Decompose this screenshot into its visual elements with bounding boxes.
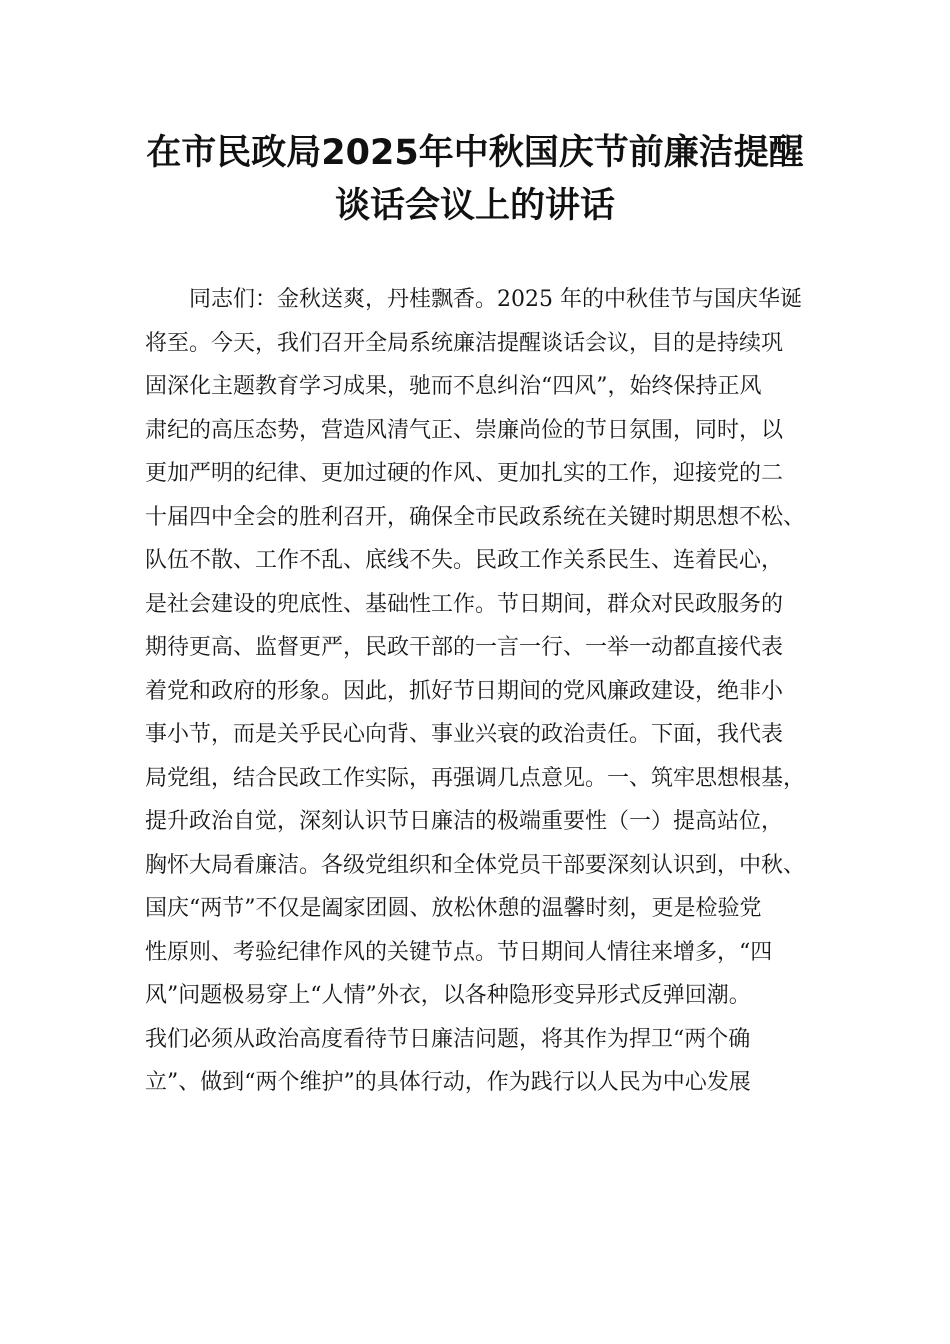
body-line: 我们必须从政治高度看待节日廉洁问题，将其作为捍卫“两个确 — [145, 1026, 751, 1052]
body-line: 性原则、考验纪律作风的关键节点。节日期间人情往来增多，“四 — [145, 939, 773, 965]
body-line: 期待更高、监督更严，民政干部的一言一行、一举一动都直接代表 — [145, 635, 784, 660]
body-line: 风”问题极易穿上“人情”外衣，以各种隐形变异形式反弹回潮。 — [145, 983, 751, 1008]
body-line: 国庆“两节”不仅是阖家团圆、放松休憩的温馨时刻，更是检验党 — [145, 896, 762, 921]
body-line: 将至。今天，我们召开全局系统廉洁提醒谈话会议，目的是持续巩 — [145, 330, 784, 356]
document-title-line-2: 谈话会议上的讲话 — [334, 186, 615, 226]
body-line: 更加严明的纪律、更加过硬的作风、更加扎实的工作，迎接党的二 — [145, 461, 784, 486]
body-line: 是社会建设的兜底性、基础性工作。节日期间，群众对民政服务的 — [145, 591, 784, 617]
document-body — [145, 278, 825, 1105]
body-line: 固深化主题教育学习成果，驰而不息纠治“四风”，始终保持正风 — [145, 374, 762, 399]
body-line: 队伍不散、工作不乱、底线不失。民政工作关系民生、连着民心， — [145, 548, 784, 573]
body-line: 局党组，结合民政工作实际，再强调几点意见。一、筑牢思想根基， — [145, 765, 806, 791]
body-line: 胸怀大局看廉洁。各级党组织和全体党员干部要深刻认识到，中秋、 — [145, 852, 806, 878]
body-line: 同志们：金秋送爽，丹桂飘香。2025 年的中秋佳节与国庆华诞 — [189, 287, 802, 312]
body-line: 提升政治自觉，深刻认识节日廉洁的极端重要性（一）提高站位， — [145, 809, 784, 834]
body-line: 立”、做到“两个维护”的具体行动，作为践行以人民为中心发展 — [145, 1070, 751, 1095]
document-title-line-1: 在市民政局2025年中秋国庆节前廉洁提醒 — [146, 133, 804, 173]
body-line: 事小节，而是关乎民心向背、事业兴衰的政治责任。下面，我代表 — [145, 722, 784, 747]
body-line: 肃纪的高压态势，营造风清气正、崇廉尚俭的节日氛围，同时，以 — [145, 417, 784, 443]
body-line: 十届四中全会的胜利召开，确保全市民政系统在关键时期思想不松、 — [145, 504, 806, 530]
body-line: 着党和政府的形象。因此，抓好节日期间的党风廉政建设，绝非小 — [145, 678, 784, 704]
